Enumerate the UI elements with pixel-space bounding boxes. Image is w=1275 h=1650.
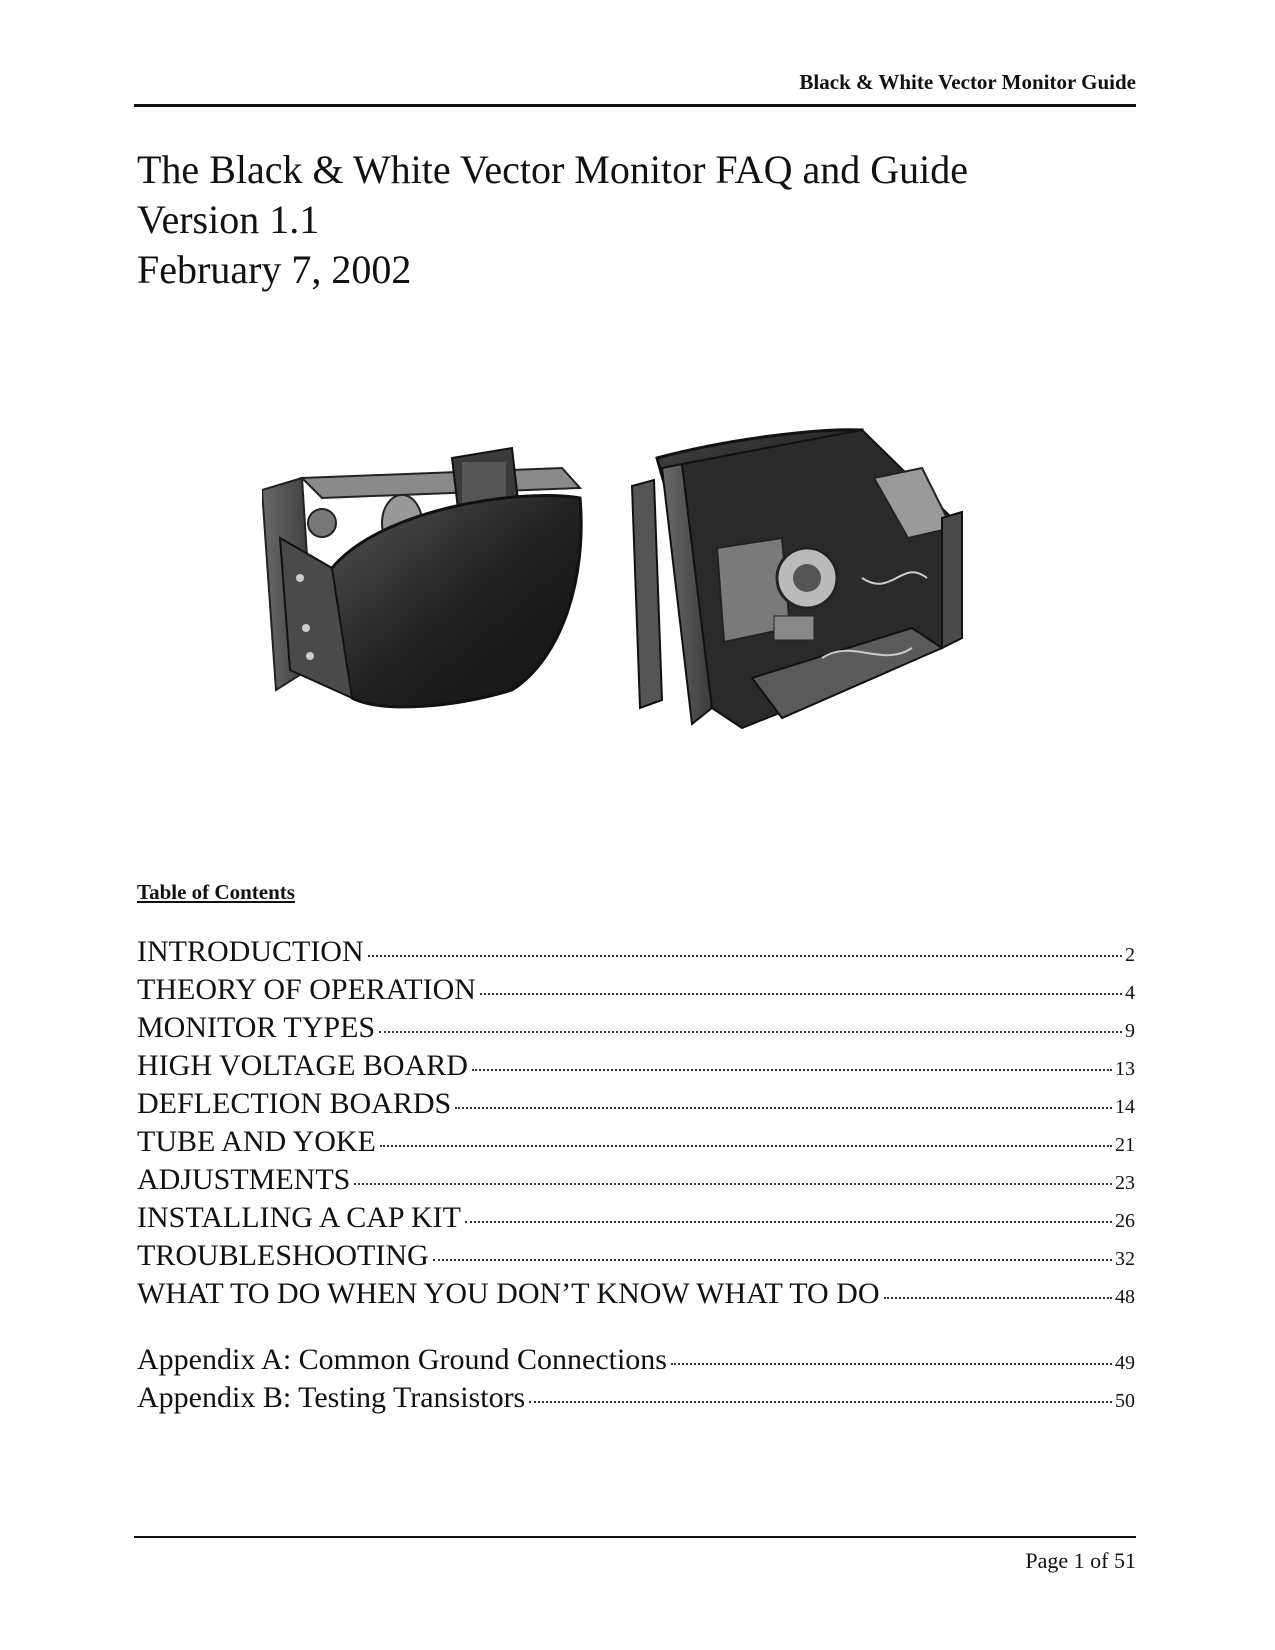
right-monitor-chassis xyxy=(632,430,962,728)
toc-entry-page: 14 xyxy=(1115,1096,1135,1118)
toc-leader-dots xyxy=(671,1363,1112,1365)
toc-entry[interactable] xyxy=(137,1125,1135,1163)
toc-leader-dots xyxy=(472,1069,1112,1071)
toc-entry-label: WHAT TO DO WHEN YOU DON’T KNOW WHAT TO DO xyxy=(137,1277,880,1310)
toc-entry[interactable] xyxy=(137,973,1135,1011)
toc-entry[interactable] xyxy=(137,1277,1135,1315)
title-block xyxy=(137,145,968,295)
document-date: February 7, 2002 xyxy=(137,247,412,292)
toc-entry-label: TROUBLESHOOTING xyxy=(137,1239,429,1272)
toc-entry-page: 49 xyxy=(1115,1352,1135,1374)
toc-leader-dots xyxy=(379,1031,1122,1033)
toc-entry-page: 9 xyxy=(1125,1020,1135,1042)
header-rule xyxy=(134,104,1136,107)
footer-rule xyxy=(134,1536,1136,1538)
toc-entry-label: INTRODUCTION xyxy=(137,935,364,968)
left-monitor-chassis xyxy=(262,448,581,707)
toc-leader-dots xyxy=(480,993,1122,995)
toc-leader-dots xyxy=(354,1183,1112,1185)
toc-entry[interactable] xyxy=(137,1087,1135,1125)
toc-leader-dots xyxy=(380,1145,1112,1147)
toc-heading: Table of Contents xyxy=(137,880,295,904)
toc-entry-page: 2 xyxy=(1125,944,1135,966)
toc-entry[interactable] xyxy=(137,1163,1135,1201)
toc-leader-dots xyxy=(884,1297,1113,1299)
toc-entry-label: HIGH VOLTAGE BOARD xyxy=(137,1049,468,1082)
document-title: The Black & White Vector Monitor FAQ and Guide xyxy=(137,147,968,192)
toc-leader-dots xyxy=(529,1401,1112,1403)
document-version: Version 1.1 xyxy=(137,197,320,242)
toc-leader-dots xyxy=(465,1221,1112,1223)
toc-spacer xyxy=(137,1315,1135,1343)
toc-entry-label: Appendix A: Common Ground Connections xyxy=(137,1343,667,1376)
running-header: Black & White Vector Monitor Guide xyxy=(799,70,1136,94)
toc-entry-label: DEFLECTION BOARDS xyxy=(137,1087,452,1120)
toc-entry-label: ADJUSTMENTS xyxy=(137,1163,351,1196)
toc-leader-dots xyxy=(368,955,1122,957)
toc-entry-page: 48 xyxy=(1115,1286,1135,1308)
toc-appendix-entry[interactable] xyxy=(137,1381,1135,1419)
toc-entry-label: TUBE AND YOKE xyxy=(137,1125,376,1158)
toc-entry[interactable] xyxy=(137,1049,1135,1087)
page-number: Page 1 of 51 xyxy=(1025,1548,1136,1573)
toc-leader-dots xyxy=(455,1107,1112,1109)
toc-entry[interactable] xyxy=(137,1201,1135,1239)
toc-appendix-entry[interactable] xyxy=(137,1343,1135,1381)
toc-entry[interactable] xyxy=(137,1239,1135,1277)
toc-entry[interactable] xyxy=(137,935,1135,973)
toc-entry-page: 32 xyxy=(1115,1248,1135,1270)
toc-entry-page: 13 xyxy=(1115,1058,1135,1080)
toc-entry-label: INSTALLING A CAP KIT xyxy=(137,1201,461,1234)
table-of-contents xyxy=(137,935,1135,1419)
toc-entry-page: 23 xyxy=(1115,1172,1135,1194)
toc-leader-dots xyxy=(433,1259,1112,1261)
toc-entry-label: THEORY OF OPERATION xyxy=(137,973,476,1006)
toc-entry-label: MONITOR TYPES xyxy=(137,1011,376,1044)
toc-entry-page: 26 xyxy=(1115,1210,1135,1232)
toc-entry-label: Appendix B: Testing Transistors xyxy=(137,1381,526,1414)
toc-entry[interactable] xyxy=(137,1011,1135,1049)
toc-entry-page: 21 xyxy=(1115,1134,1135,1156)
monitor-photo xyxy=(262,428,1014,768)
toc-entry-page: 50 xyxy=(1115,1390,1135,1412)
toc-entry-page: 4 xyxy=(1125,982,1135,1004)
